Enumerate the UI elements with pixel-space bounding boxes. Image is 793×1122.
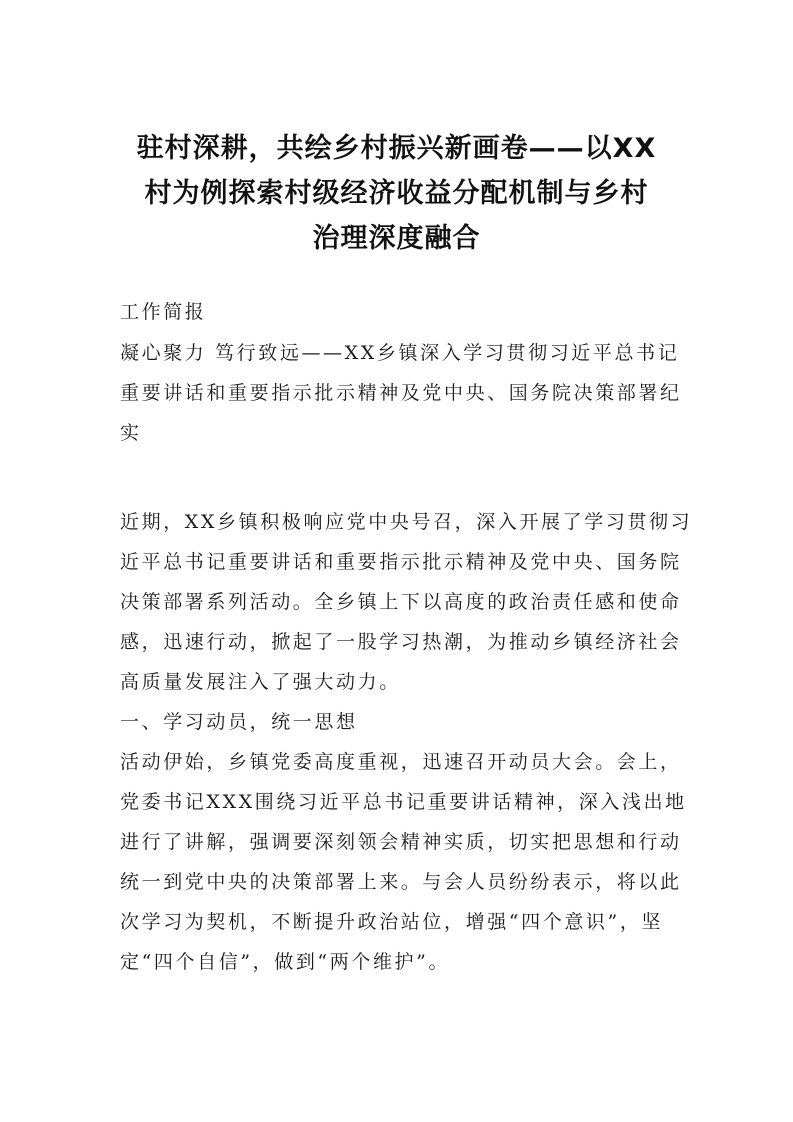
heading-text: 一、学习动员，统一思想 xyxy=(120,711,358,733)
body-paragraph xyxy=(120,742,687,982)
subtitle xyxy=(120,333,682,453)
paragraph-line: 党委书记XXX围绕习近平总书记重要讲话精神，深入浅出地 xyxy=(120,791,687,813)
paragraph-line: 高质量发展注入了强大动力。 xyxy=(120,671,401,693)
paragraph-line: 次学习为契机，不断提升政治站位，增强“四个意识”，坚 xyxy=(120,911,664,933)
paragraph-line: 感，迅速行动，掀起了一股学习热潮，为推动乡镇经济社会 xyxy=(120,631,682,653)
paragraph-line: 活动伊始，乡镇党委高度重视，迅速召开动员大会。会上， xyxy=(120,751,682,773)
section-heading xyxy=(120,702,676,742)
paragraph-line: 决策部署系列活动。全乡镇上下以高度的政治责任感和使命 xyxy=(120,591,682,613)
section-label xyxy=(120,292,676,332)
paragraph-line: 近期，XX乡镇积极响应党中央号召，深入开展了学习贯彻习 xyxy=(120,511,693,533)
subtitle-line: 重要讲话和重要指示批示精神及党中央、国务院决策部署纪 xyxy=(120,382,682,404)
title-line: 治理深度融合 xyxy=(312,223,481,254)
paragraph-line: 近平总书记重要讲话和重要指示批示精神及党中央、国务院 xyxy=(120,551,682,573)
intro-paragraph xyxy=(120,502,693,702)
subtitle-line: 凝心聚力 笃行致远——XX乡镇深入学习贯彻习近平总书记 xyxy=(120,342,680,364)
document-title xyxy=(120,126,673,261)
paragraph-line: 定“四个自信”，做到“两个维护”。 xyxy=(120,951,451,973)
section-label-text: 工作简报 xyxy=(120,301,207,323)
title-line: 村为例探索村级经济收益分配机制与乡村 xyxy=(144,178,649,209)
paragraph-line: 进行了讲解，强调要深刻领会精神实质，切实把思想和行动 xyxy=(120,831,682,853)
subtitle-line: 实 xyxy=(120,422,142,444)
paragraph-line: 统一到党中央的决策部署上来。与会人员纷纷表示，将以此 xyxy=(120,871,682,893)
title-line: 驻村深耕，共绘乡村振兴新画卷——以XX xyxy=(136,133,657,164)
